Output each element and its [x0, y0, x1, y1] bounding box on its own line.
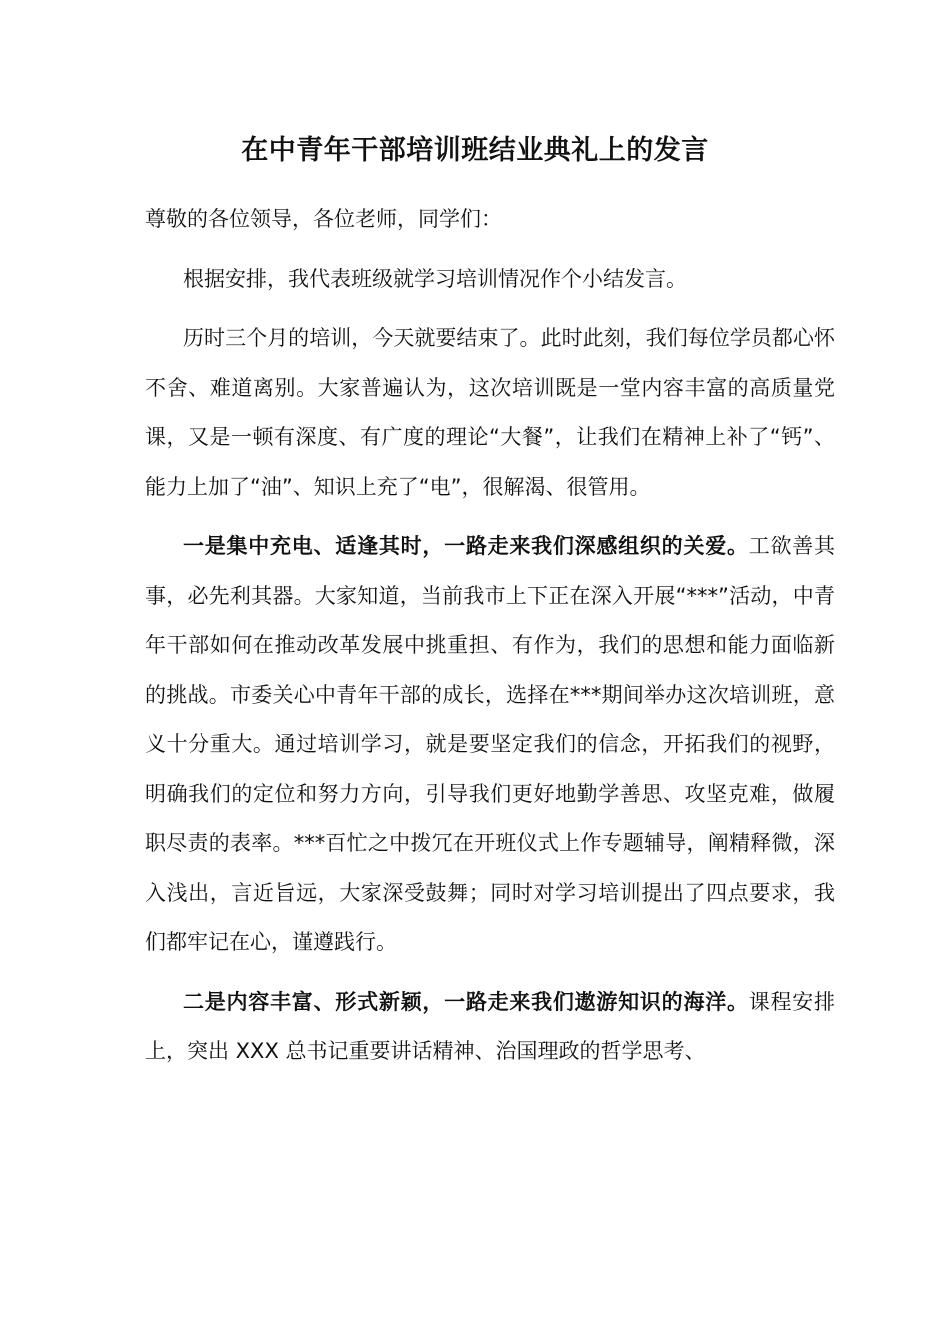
paragraph-point-one [145, 522, 835, 968]
paragraph-text: 历时三个月的培训，今天就要结束了。此时此刻，我们每位学员都心怀不舍、难道离别。大家普遍认为，这次培训既是一堂内容丰富的高质量党课，又是一顿有深度、有广度的理论“大餐”，让我们在精神上补了“钙”、能力上加了“油”、知识上充了“电”，很解渴、很管用。 [145, 326, 835, 499]
paragraph-text: 课程安排上，突出 XXX 总书记重要讲话精神、治国理政的哲学思考、 [145, 989, 836, 1063]
paragraph-lead: 二是内容丰富、形式新颖，一路走来我们遨游知识的海洋。 [183, 989, 749, 1014]
paragraph-summary [145, 314, 835, 512]
paragraph-text: 工欲善其事，必先利其器。大家知道，当前我市上下正在深入开展“***”活动，中青年干部如何在推动改革发展中挑重担、有作为，我们的思想和能力面临新的挑战。市委关心中青年干部的成长，选择在***期间举办这次培训班，意义十分重大。通过培训学习，就是要坚定我们的信念，开拓我们的视野，明确我们的定位和努力方向，引导我们更好地勤学善思、攻坚克难，做履职尽责的表率。***百忙之中拨冗在开班仪式上作专题辅导，阐精释微，深入浅出，言近旨远，大家深受鼓舞；同时对学习培训提出了四点要求，我们都牢记在心，谨遵践行。 [145, 534, 836, 954]
paragraph-lead: 一是集中充电、适逢其时，一路走来我们深感组织的关爱。 [183, 534, 749, 558]
salutation: 尊敬的各位领导，各位老师，同学们： [145, 207, 502, 231]
document-body [145, 195, 835, 1087]
paragraph-text: 根据安排，我代表班级就学习培训情况作个小结发言。 [183, 266, 687, 291]
paragraph-point-two [145, 978, 835, 1077]
document-title: 在中青年干部培训班结业典礼上的发言 [241, 135, 709, 166]
paragraph-intro [145, 255, 835, 305]
